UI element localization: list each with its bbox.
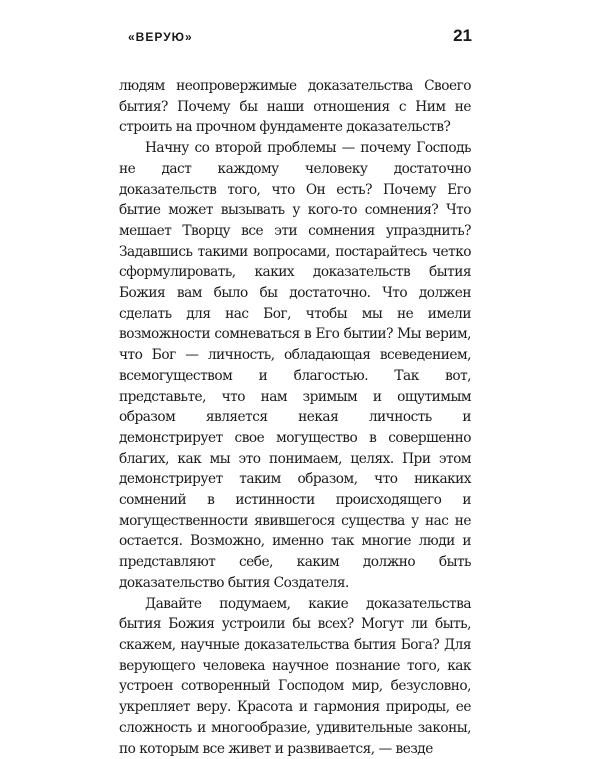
- section-label: «ВЕРУЮ»: [128, 30, 193, 44]
- paragraph-3: Давайте подумаем, какие доказательства бытия Божия устроили бы всех? Могут ли быть, скажем, научные доказательства бытия Бога? Для верующего человека научное познание того, как устроен сотворенный Господом мир, безусловно, укрепляет веру. Красота и гармония природы, ее сложность и многообразие, удивительные законы, по которым все живет и развивается, — везде: [119, 595, 471, 757]
- body-text: [119, 76, 471, 759]
- paragraph-2: Начну со второй проблемы — почему Господь не даст каждому человеку достаточно доказательств того, что Он есть? Почему Его бытие может вызывать у кого-то сомнения? Что мешает Творцу все эти сомнения упразднить? Задавшись такими вопросами, постарайтесь четко сформулировать, каких доказательств бытия Божия вам было бы достаточно. Что должен сделать для нас Бог, чтобы мы не имели возможности сомневаться в Его бытии? Мы верим, что Бог — личность, обладающая всеведением, всемогуществом и благостью. Так вот, представьте, что нам зримым и ощутимым образом является некая личность и демонстрирует свое могущество в совершенно благих, как мы это понимаем, целях. При этом демонстрирует таким образом, что никаких сомнений в истинности происходящего и могущественности явившегося существа у нас не остается. Возможно, именно так многие люди и представляют себе, каким должно быть доказательство бытия Создателя.: [119, 140, 471, 591]
- paragraph-1: людям неопровержимые доказательства Своего бытия? Почему бы наши отношения с Ним не строить на прочном фундаменте доказательств?: [119, 78, 471, 136]
- running-head: [128, 26, 472, 46]
- page-number: 21: [453, 26, 472, 45]
